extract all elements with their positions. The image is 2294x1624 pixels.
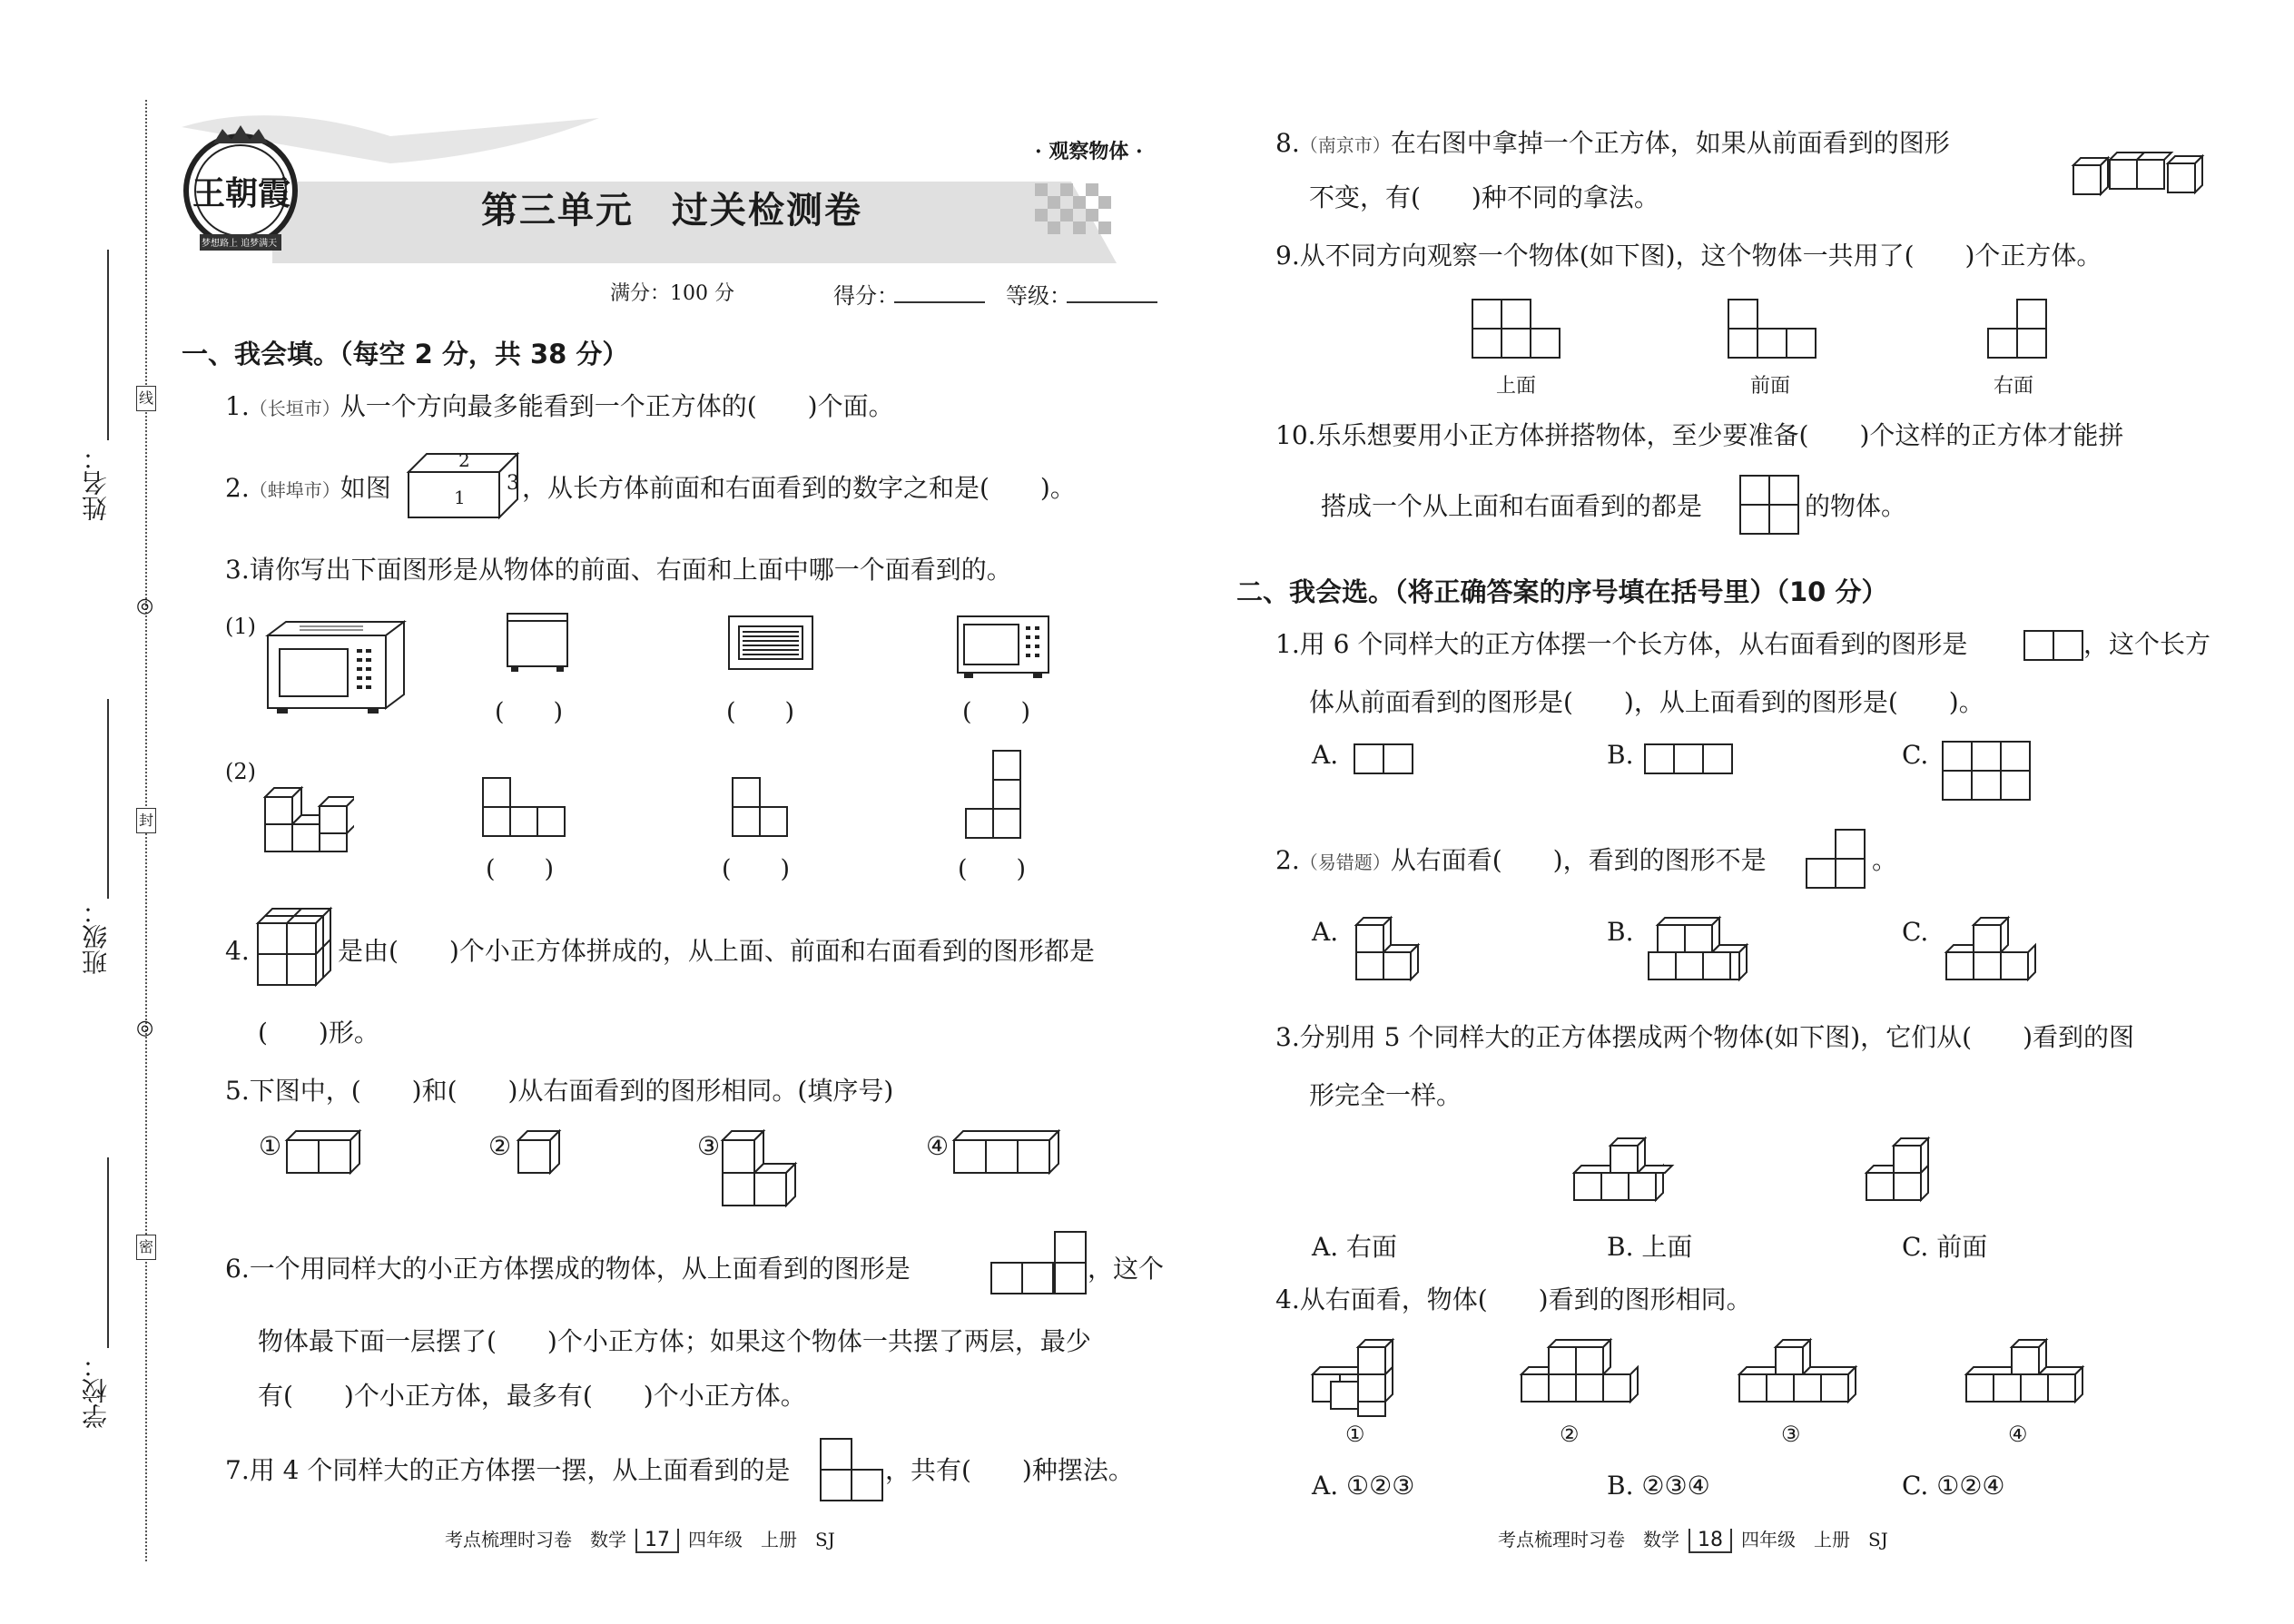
option-c[interactable]: C. — [1902, 740, 1929, 770]
score-label: 得分： — [833, 283, 899, 309]
view-shape — [964, 749, 1028, 843]
s1-q6-line2: 物体最下面一层摆了( )个小正方体；如果这个物体一共摆了两层，最少 — [258, 1326, 1091, 1356]
s1-q10: 10.乐乐想要用小正方体拼搭物体，至少要准备( )个这样的正方体才能拼 — [1275, 420, 2124, 450]
binding-ring-icon: ◎ — [136, 595, 154, 617]
s2-q3-line2: 形完全一样。 — [1309, 1080, 1462, 1110]
figure-label: ③ — [1781, 1422, 1801, 1447]
footer-left: 考点梳理时习卷 数学 17 四年级 上册 SJ — [445, 1529, 835, 1551]
option-a[interactable]: A. — [1312, 740, 1339, 770]
s2-q4-figure-4 — [1961, 1334, 2088, 1422]
microwave-side-view — [504, 610, 572, 674]
option-b[interactable]: B. — [1607, 917, 1634, 947]
s1-q6: 6.一个用同样大的小正方体摆成的物体，从上面看到的图形是 — [225, 1254, 911, 1284]
full-score: 满分：100 分 — [610, 282, 734, 305]
name-label: 姓名： — [81, 445, 111, 521]
figure-label: ② — [1560, 1422, 1580, 1447]
s1-q4: 是由( )个小正方体拼成的，从上面、前面和右面看到的图形都是 — [338, 936, 1095, 966]
option-b[interactable]: B. — [1607, 740, 1634, 770]
s1-q10-line2a: 搭成一个从上面和右面看到的都是 — [1321, 491, 1703, 521]
answer-blank[interactable]: ( ) — [958, 855, 1027, 883]
s1-q3: 3.请你写出下面图形是从物体的前面、右面和上面中哪一个面看到的。 — [225, 555, 1012, 585]
figure-label: ③ — [697, 1131, 721, 1161]
q9-top-view — [1471, 298, 1561, 361]
answer-blank[interactable]: ( ) — [495, 698, 564, 726]
view-caption-front: 前面 — [1750, 375, 1791, 398]
topic-label: · 观察物体 · — [1035, 140, 1143, 163]
q7-top-view-shape — [819, 1437, 890, 1504]
q5-figure-2 — [513, 1126, 567, 1180]
q9-front-view — [1727, 298, 1817, 361]
figure-label: ① — [259, 1131, 282, 1161]
s2-q2-figure-c — [1941, 912, 2050, 985]
grade-blank[interactable] — [1067, 301, 1157, 303]
figure-label: ① — [1345, 1422, 1365, 1447]
section1-title: 一、我会填。（每空 2 分，共 38 分） — [182, 339, 629, 369]
s1-q6-tail: ，这个 — [1088, 1254, 1165, 1284]
s1-q3-part2: (2) — [225, 759, 256, 784]
section2-title: 二、我会选。（将正确答案的序号填在括号里）（10 分） — [1236, 576, 1888, 607]
s1-q9: 9.从不同方向观察一个物体(如下图)，这个物体一共用了( )个正方体。 — [1275, 241, 2102, 271]
answer-blank[interactable]: ( ) — [962, 698, 1031, 726]
s1-q8: 8.（南京市）在右图中拿掉一个正方体，如果从前面看到的图形 — [1275, 128, 1950, 158]
option-c[interactable]: C. — [1902, 917, 1929, 947]
s2-q4-figure-3 — [1734, 1334, 1861, 1422]
s1-q7-tail: ，共有( )种摆法。 — [885, 1455, 1134, 1485]
s2-q4-figure-1 — [1307, 1334, 1416, 1422]
view-caption-top: 上面 — [1496, 375, 1537, 398]
s2-q2-figure-b — [1643, 912, 1761, 985]
s1-q2-rest: ，从长方体前面和右面看到的数字之和是( )。 — [522, 473, 1076, 503]
logo-text: 王朝霞 — [192, 174, 291, 212]
q5-figure-3 — [717, 1126, 808, 1212]
view-shape — [731, 776, 794, 842]
page-number: 18 — [1689, 1529, 1732, 1553]
logo-tag: 梦想路上 追梦满天 — [202, 239, 278, 249]
s2-q2-end: 。 — [1872, 845, 1898, 875]
seal-mark-1: 线 — [136, 386, 156, 411]
school-line — [107, 1157, 109, 1348]
s1-q8-line2: 不变，有( )种不同的拿法。 — [1309, 182, 1659, 212]
option-b[interactable]: B. ②③④ — [1607, 1471, 1710, 1501]
answer-blank[interactable]: ( ) — [486, 855, 555, 883]
option-a[interactable]: A. — [1312, 917, 1339, 947]
cube-2x2x2-3d — [254, 903, 336, 994]
s2-q3-figure-2 — [1861, 1133, 1952, 1211]
figure-label: ④ — [926, 1131, 950, 1161]
cuboid-front-number: 1 — [454, 487, 466, 508]
s1-q6-line3: 有( )个小正方体，最多有( )个小正方体。 — [258, 1381, 806, 1411]
score-blank[interactable] — [894, 301, 985, 303]
s1-q7: 7.用 4 个同样大的正方体摆一摆，从上面看到的是 — [225, 1455, 791, 1485]
name-line — [107, 250, 109, 440]
s2-q1-line2: 体从前面看到的图形是( )，从上面看到的图形是( )。 — [1309, 687, 1984, 717]
s2-q3: 3.分别用 5 个同样大的正方体摆成两个物体(如下图)，它们从( )看到的图 — [1275, 1022, 2135, 1052]
class-line — [107, 699, 109, 899]
microwave-front-view — [955, 614, 1053, 679]
s1-q4-num: 4. — [225, 936, 250, 966]
q10-square-shape — [1738, 474, 1802, 537]
answer-blank[interactable]: ( ) — [722, 855, 791, 883]
option-b-shape — [1643, 743, 1734, 777]
s1-q5: 5.下图中，( )和( )从右面看到的图形相同。(填序号) — [225, 1076, 894, 1106]
s2-q2-figure-a — [1351, 912, 1433, 985]
s2-q2-shape — [1805, 828, 1868, 891]
view-shape — [481, 776, 572, 842]
cube-stack-3d — [263, 772, 354, 853]
s1-q1: 1.（长垣市）从一个方向最多能看到一个正方体的( )个面。 — [225, 391, 894, 421]
s2-q3-figure-1 — [1569, 1133, 1696, 1211]
binding-ring-icon: ◎ — [136, 1017, 154, 1039]
q5-figure-4 — [949, 1126, 1067, 1180]
s1-q4-line2: ( )形。 — [258, 1018, 379, 1048]
option-a[interactable]: A. 右面 — [1312, 1232, 1398, 1262]
footer-right: 考点梳理时习卷 数学 18 四年级 上册 SJ — [1498, 1529, 1888, 1551]
s1-q3-part1: (1) — [225, 614, 256, 639]
microwave-3d-icon — [263, 617, 409, 717]
s2-q1-right-view — [2023, 629, 2084, 664]
s2-q4-figure-2 — [1516, 1334, 1643, 1422]
option-b[interactable]: B. 上面 — [1607, 1232, 1693, 1262]
grade-label: 等级： — [1006, 283, 1071, 309]
figure-label: ④ — [2008, 1422, 2028, 1447]
class-label: 班级： — [81, 899, 111, 975]
microwave-top-view — [726, 614, 817, 674]
page-number: 17 — [635, 1529, 679, 1553]
option-c[interactable]: C. 前面 — [1902, 1232, 1988, 1262]
option-c[interactable]: C. ①②④ — [1902, 1471, 2005, 1501]
q6-top-view-shape — [989, 1230, 1089, 1297]
option-a[interactable]: A. ①②③ — [1312, 1471, 1415, 1501]
answer-blank[interactable]: ( ) — [726, 698, 795, 726]
q5-figure-1 — [281, 1126, 363, 1180]
option-a-shape — [1353, 743, 1414, 777]
school-label: 学校： — [81, 1353, 111, 1429]
page-title: 第三单元 过关检测卷 — [481, 190, 862, 231]
option-c-shape — [1941, 740, 2032, 803]
s2-q2: 2.（易错题）从右面看( )，看到的图形不是 — [1275, 845, 1767, 875]
seal-mark-2: 封 — [136, 808, 156, 833]
cuboid-top-number: 2 — [458, 449, 470, 471]
cuboid-right-number: 3 — [507, 472, 519, 495]
seal-mark-3: 密 — [136, 1235, 156, 1260]
s2-q1: 1.用 6 个同样大的正方体摆一个长方体，从右面看到的图形是 — [1275, 629, 1968, 659]
s1-q10-line2b: 的物体。 — [1805, 491, 1907, 521]
s1-q2: 2.（蚌埠市）如图 — [225, 473, 391, 503]
view-caption-right: 右面 — [1994, 375, 2034, 398]
figure-label: ② — [488, 1131, 512, 1161]
q8-figure — [2068, 145, 2213, 202]
s2-q1-tail: ，这个长方 — [2083, 629, 2211, 659]
q9-right-view — [1986, 298, 2050, 361]
s2-q4: 4.从右面看，物体( )看到的图形相同。 — [1275, 1284, 1752, 1314]
